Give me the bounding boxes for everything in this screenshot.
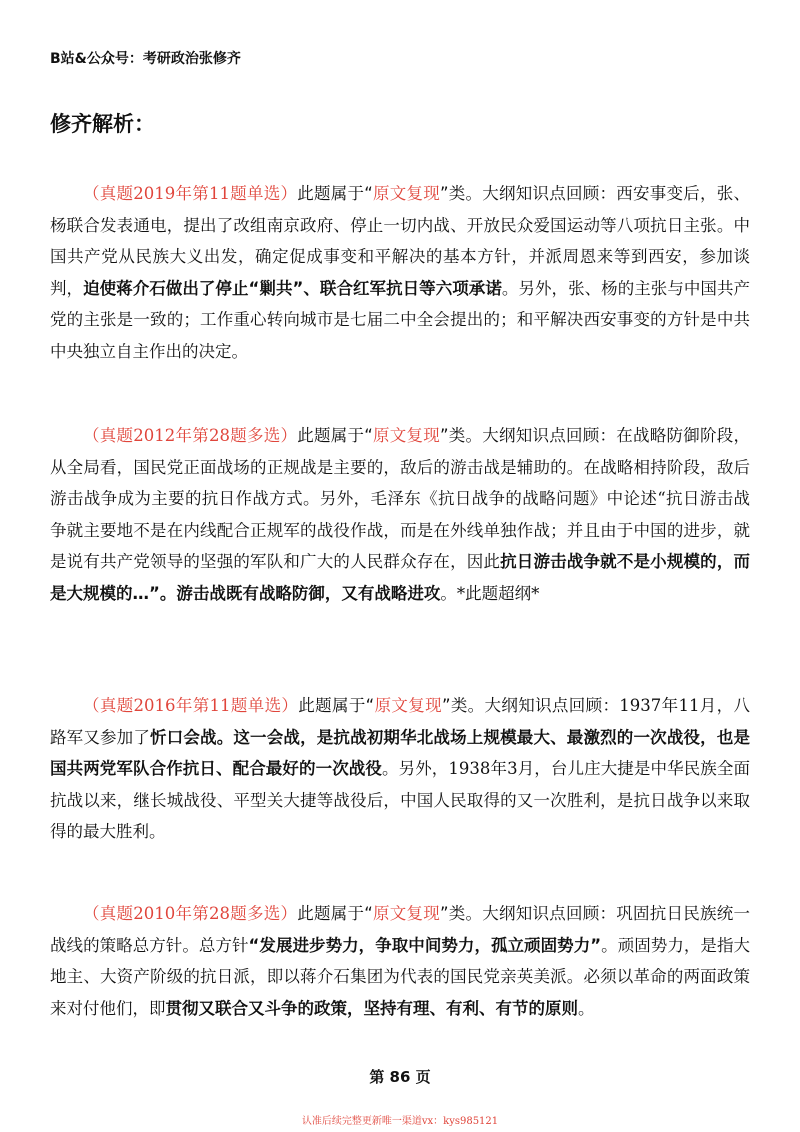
question-tag: （真题2010年第28题多选） <box>83 904 298 923</box>
question-tag: （真题2016年第11题单选） <box>83 696 299 715</box>
category-prefix: 此题属于“ <box>297 426 373 445</box>
category-suffix: ”类。 <box>439 904 483 923</box>
analysis-paragraph-1 <box>50 178 750 368</box>
analysis-paragraph-2 <box>50 420 750 610</box>
question-tag: （真题2012年第28题多选） <box>83 426 298 445</box>
category-highlight: 原文复现 <box>374 696 442 715</box>
category-highlight: 原文复现 <box>372 426 440 445</box>
category-prefix: 此题属于“ <box>297 904 373 923</box>
page-header: B站&公众号：考研政治张修齐 <box>50 51 241 67</box>
category-highlight: 原文复现 <box>372 904 440 923</box>
category-highlight: 原文复现 <box>372 184 440 203</box>
bold-keypoint: 抗日游击战争就不是小规模的，而是大规模的…”。游击战既有战略防御，又有战略进攻 <box>50 552 751 603</box>
bold-keypoint: “发展进步势力，争取中间势力，孤立顽固势力” <box>248 935 602 955</box>
analysis-paragraph-4 <box>50 898 750 1024</box>
page-number: 第 86 页 <box>369 1068 431 1086</box>
paragraph-text: 。另外，1938年3月，台儿庄大捷是中华民族全面抗战以来，继长城战役、平型关大捷等战役后，中国人民取得的又一次胜利，是抗日战争以来取得的最大胜利。 <box>50 759 750 842</box>
category-prefix: 此题属于“ <box>297 184 373 203</box>
paragraph-text: 。另外，张、杨的主张与中国共产党的主张是一致的；工作重心转向城市是七届二中全会提出的；和平解决西安事变的方针是中共中央独立自主作出的决定。 <box>50 278 751 361</box>
paragraph-text: 大纲知识点回顾：西安事变后，张、杨联合发表通电，提出了改组南京政府、停止一切内战、开放民众爱国运动等八项抗日主张。中国共产党从民族大义出发，确定促成事变和平解决的基本方针，并派周恩来等到西安，参加谈判， <box>50 184 750 298</box>
bold-keypoint: 忻口会战。这一会战，是抗战初期华北战场上规模最大、最激烈的一次战役，也是国共两党军队合作抗日、配合最好的一次战役 <box>50 727 751 779</box>
question-tag: （真题2019年第11题单选） <box>83 184 298 203</box>
category-suffix: ”类。 <box>439 184 483 203</box>
paragraph-text: 大纲知识点回顾：1937年11月，八路军又参加了 <box>50 696 750 747</box>
paragraph-text: 大纲知识点回顾：巩固抗日民族统一战线的策略总方针。总方针 <box>50 904 750 955</box>
analysis-paragraph-3 <box>50 690 750 848</box>
category-suffix: ”类。 <box>439 426 483 445</box>
paragraph-text: 大纲知识点回顾：在战略防御阶段，从全局看，国民党正面战场的正规战是主要的，敌后的游击战是辅助的。在战略相持阶段，敌后游击战争成为主要的抗日作战方式。另外，毛泽东《抗日战争的战略问题》中论述“抗日游击战争就主要地不是在内线配合正规军的战役作战，而是在外线单独作战；并且由于中国的进步，就是说有共产党领导的坚强的军队和广大的人民群众存在，因此 <box>50 426 750 572</box>
section-title: 修齐解析： <box>50 112 155 136</box>
category-suffix: ”类。 <box>441 696 485 715</box>
paragraph-text: 。顽固势力，是指大地主、大资产阶级的抗日派，即以蒋介石集团为代表的国民党亲英美派。必须以革命的两面政策来对付他们，即 <box>50 935 750 1018</box>
footer-watermark-text: 认准后续完整更新唯一渠道vx：kys985121 <box>301 1116 499 1127</box>
paragraph-text: 。 <box>578 998 595 1018</box>
bold-keypoint: 迫使蒋介石做出了停止“剿共”、联合红军抗日等六项承诺 <box>83 278 502 298</box>
category-prefix: 此题属于“ <box>298 696 375 715</box>
paragraph-text: 。*此题超纲* <box>440 583 540 603</box>
bold-keypoint: 贯彻又联合又斗争的政策，坚持有理、有利、有节的原则 <box>165 998 578 1018</box>
